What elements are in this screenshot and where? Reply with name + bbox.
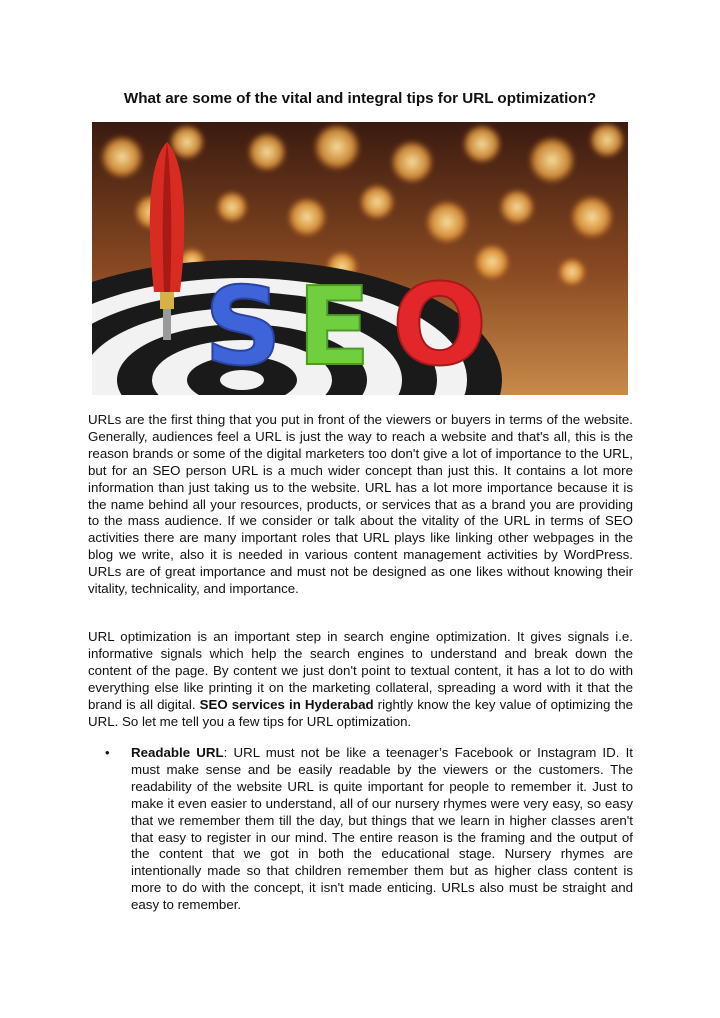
- optimization-paragraph: [88, 629, 633, 730]
- paragraph-text-end: rightly know the key value of optimizing the URL. So let me tell you a few tips for URL optimization.: [88, 696, 633, 729]
- tip-text: : URL must not be like a teenager’s Facebook or Instagram ID. It must make sense and be easily readable by the viewers or the customers. The readability of the website URL is quite important for people to remember it. Just to make it even easier to understand, all of our nursery rhymes were very easy, so easy that we remember them till the day, but things that we learn in higher classes aren't that easy to register in our mind. The entire reason is the framing and the output of the content that we got in both the educational stage. Nursery rhymes are intentionally made so that children remember them but as higher class content is more to do with the concept, it isn't made enticing. URLs also must be straight and easy to remember.: [131, 745, 633, 913]
- seo-services-link-text: SEO services in Hyderabad: [199, 696, 374, 712]
- tip-heading: Readable URL: [131, 745, 224, 760]
- tips-list: [88, 745, 633, 914]
- seo-letters: [204, 261, 487, 391]
- svg-text:S: S: [204, 265, 282, 390]
- page-title: What are some of the vital and integral tips for URL optimization?: [123, 90, 597, 107]
- paragraph-text: URL optimization is an important step in search engine optimization. It gives signals i.e. informative signals which help the search engines to understand and break down the content of the page. By content we just don't point to textual content, it has a lot to do with everything else like printing it on the marketing collateral, spreading a word with it that the brand is all digital.: [88, 629, 633, 712]
- list-item: [88, 745, 633, 914]
- svg-text:E: E: [297, 265, 371, 390]
- seo-hero-image: [92, 122, 628, 395]
- svg-text:O: O: [392, 261, 488, 391]
- intro-paragraph: URLs are the first thing that you put in front of the viewers or buyers in terms of the website. Generally, audiences feel a URL is just the way to reach a website and that's all, this is the reason brands or some of the digital marketers too don't give a lot of importance to the URL, but for an SEO person URL is a much wider concept than just this. It contains a lot more information than just taking us to the website. URL has a lot more importance because it is the name behind all your resources, products, or services that as a brand you are providing to the mass audience. If we consider or talk about the vitality of the URL in terms of SEO activities there are many important roles that URL plays like linking other webpages in the blog we write, also it is needed in various content management activities by WordPress. URLs are of great importance and must not be designed as one likes without knowing their vitality, technicality, and importance.: [88, 412, 633, 597]
- bullet-icon: •: [105, 745, 110, 760]
